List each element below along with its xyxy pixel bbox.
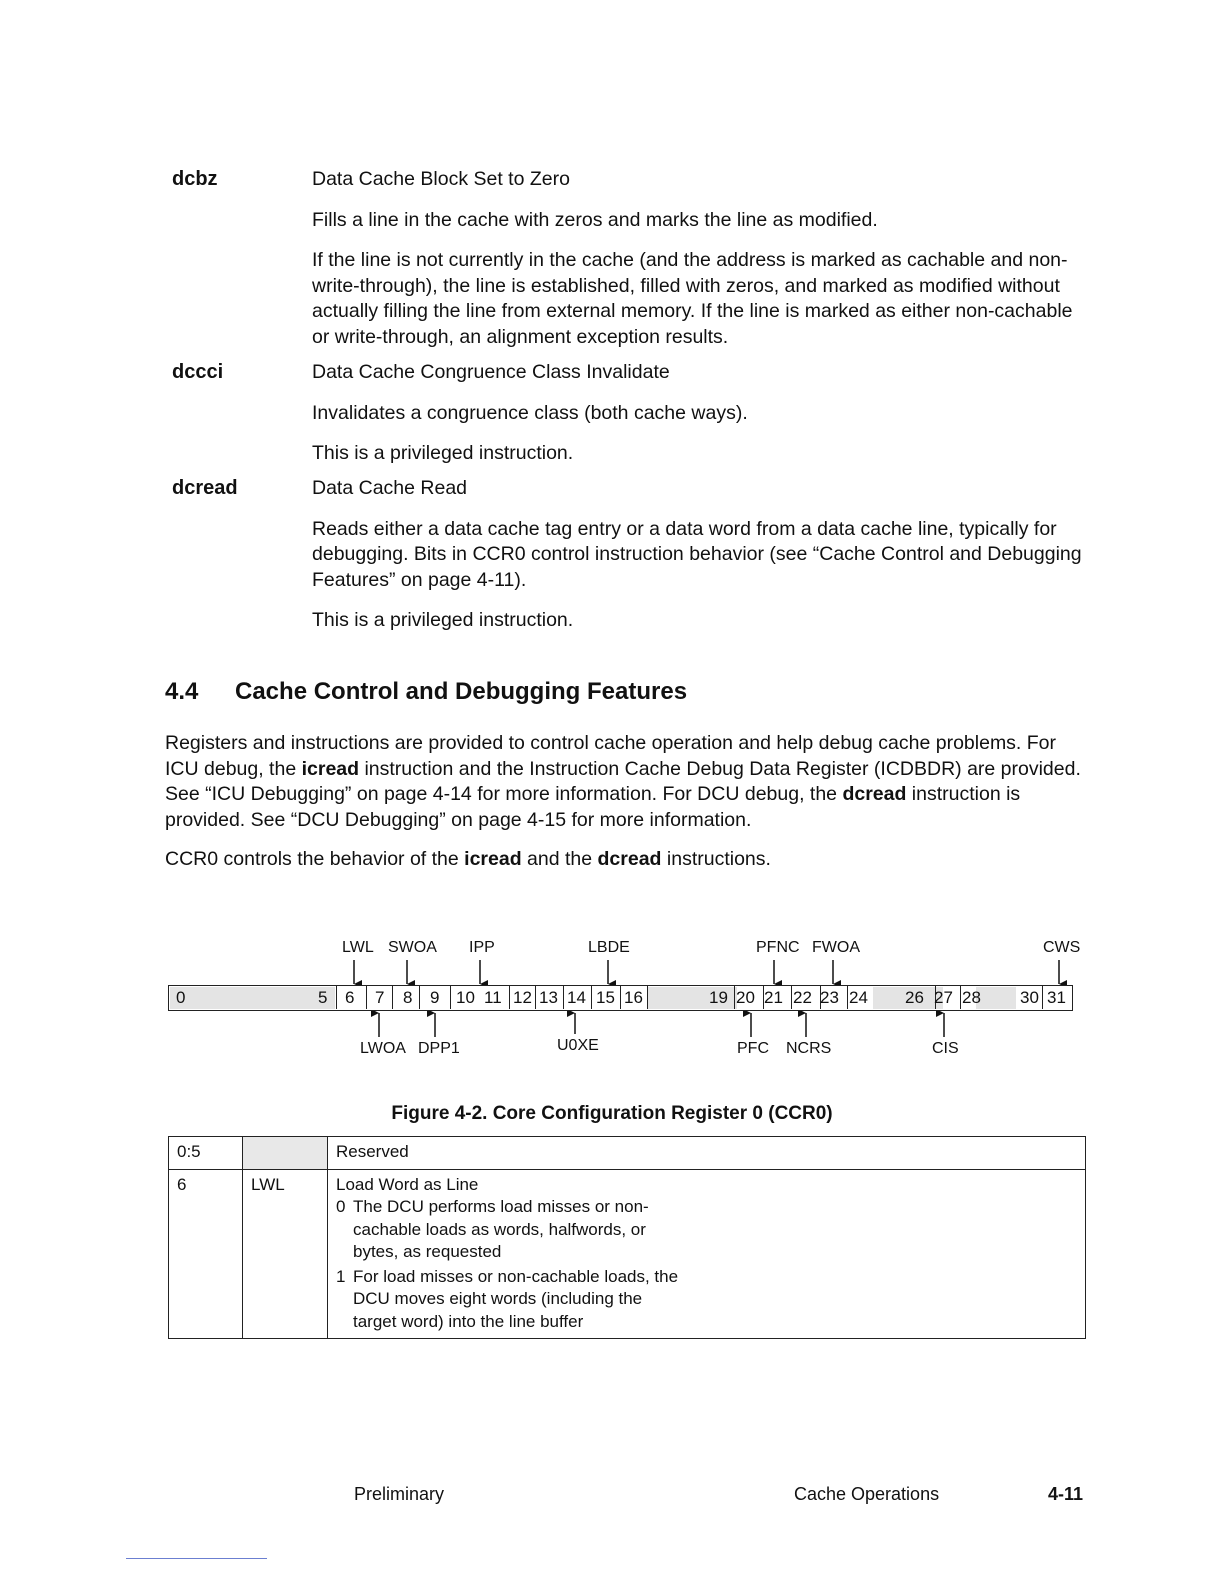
reserved-shade xyxy=(976,987,1016,1009)
definition-text: This is a privileged instruction. xyxy=(312,442,574,464)
bit-divider xyxy=(734,986,735,1009)
table-row xyxy=(169,1169,1086,1339)
text-run: instructions. xyxy=(661,848,771,870)
bit-divider xyxy=(591,986,592,1009)
term-dccci: dccci xyxy=(172,361,224,383)
bit-number: 8 xyxy=(403,988,413,1007)
field-label-cws: CWS xyxy=(1043,939,1081,956)
definition-text: Fills a line in the cache with zeros and marks the line as modified. xyxy=(312,208,878,231)
field-label-ncrs: NCRS xyxy=(786,1040,832,1057)
bit-divider xyxy=(847,986,848,1009)
bit-number: 0 xyxy=(176,988,186,1007)
option-text: For load misses or non-cachable loads, the DCU moves eight words (including the target word) into the line buffer xyxy=(353,1266,679,1331)
bit-number: 30 xyxy=(1020,988,1039,1007)
bit-number: 24 xyxy=(849,988,868,1007)
section-title: Cache Control and Debugging Features xyxy=(235,678,688,705)
definition-title: Data Cache Block Set to Zero xyxy=(312,168,570,190)
bit-number: 15 xyxy=(596,988,615,1007)
definition-text: Reads either a data cache tag entry or a data word from a data cache line, typically for debugging. Bits in CCR0 control instruction behavior (see “Cache Control and Debugging Features” on page 4-11). xyxy=(312,517,1082,591)
bit-divider xyxy=(419,986,420,1009)
bit-number: 7 xyxy=(375,988,385,1007)
term-dcbz: dcbz xyxy=(172,168,218,190)
option-key: 0 xyxy=(336,1197,346,1216)
description-cell: Reserved xyxy=(328,1137,1086,1170)
bit-number: 14 xyxy=(567,988,586,1007)
field-label-lbde: LBDE xyxy=(588,939,630,956)
definition-text: Invalidates a congruence class (both cache ways). xyxy=(312,401,748,424)
bit-number: 28 xyxy=(962,988,981,1007)
field-label-pfc: PFC xyxy=(737,1040,769,1057)
term-dcread: dcread xyxy=(172,477,238,499)
bit-divider xyxy=(450,986,451,1009)
field-label-swoa: SWOA xyxy=(388,939,437,956)
text-run: instruction is provided. See “DCU Debugging” on page 4-15 for more information. xyxy=(165,783,1021,831)
definition-title: Data Cache Read xyxy=(312,477,468,499)
bit-divider xyxy=(509,986,510,1009)
bit-divider xyxy=(647,986,648,1009)
definition-text: This is a privileged instruction. xyxy=(312,609,574,631)
bit-number: 27 xyxy=(934,988,953,1007)
footer-status: Preliminary xyxy=(354,1484,445,1504)
option-item xyxy=(336,1266,686,1334)
bit-divider xyxy=(366,986,367,1009)
field-label-fwoa: FWOA xyxy=(812,939,860,956)
field-title: Load Word as Line xyxy=(336,1174,479,1194)
bit-number: 19 xyxy=(709,988,728,1007)
field-label-ipp: IPP xyxy=(469,939,495,956)
section-number: 4.4 xyxy=(165,678,199,705)
bit-number: 21 xyxy=(764,988,783,1007)
bit-number: 6 xyxy=(345,988,355,1007)
option-key: 1 xyxy=(336,1266,346,1286)
bit-number: 22 xyxy=(793,988,812,1007)
bit-divider xyxy=(620,986,621,1009)
bit-divider xyxy=(791,986,792,1009)
field-table xyxy=(168,1136,1086,1339)
option-text: The DCU performs load misses or non-cachable loads as words, halfwords, or bytes, as requested xyxy=(353,1197,649,1261)
bit-number: 16 xyxy=(624,988,643,1007)
instruction-name: icread xyxy=(464,848,522,870)
page-number: 4-11 xyxy=(1048,1484,1084,1504)
field-label-cis: CIS xyxy=(932,1040,959,1057)
bit-number: 12 xyxy=(513,988,532,1007)
footer-rule xyxy=(126,1558,267,1559)
definition-title: Data Cache Congruence Class Invalidate xyxy=(312,361,670,383)
table-row xyxy=(169,1137,1086,1170)
bit-divider xyxy=(535,986,536,1009)
bit-number: 31 xyxy=(1047,988,1066,1007)
bit-number: 26 xyxy=(905,988,924,1007)
field-label-u0xe: U0XE xyxy=(557,1037,599,1054)
bits-cell: 0:5 xyxy=(169,1137,243,1170)
text-run: Registers and instructions are provided to control cache operation and help debug cache problems. For ICU debug, the xyxy=(165,732,1057,780)
figure-caption: Figure 4-2. Core Configuration Register 0 (CCR0) xyxy=(391,1103,833,1124)
text-run: instruction and the Instruction Cache Debug Data Register (ICDBDR) are provided. See “ICU Debugging” on page 4-14 for more information. For DCU debug, the xyxy=(165,757,1081,805)
bit-divider xyxy=(392,986,393,1009)
instruction-name: icread xyxy=(301,757,360,780)
field-name-cell xyxy=(243,1137,328,1170)
bit-divider xyxy=(336,986,337,1009)
description-cell xyxy=(328,1169,1086,1339)
bit-number: 5 xyxy=(318,988,328,1007)
definition-text: If the line is not currently in the cache (and the address is marked as cachable and non-write-through), the line is established, filled with zeros, and marked as modified without actually filling the line from external memory. If the line is marked as either non-cachable or write-through, an alignment exception results. xyxy=(312,249,1073,348)
field-name-cell: LWL xyxy=(243,1169,328,1339)
bits-cell: 6 xyxy=(169,1169,243,1339)
field-label-lwoa: LWOA xyxy=(360,1040,406,1057)
text-run: and the xyxy=(521,848,598,870)
bit-number: 11 xyxy=(484,988,502,1007)
footer-chapter: Cache Operations xyxy=(794,1484,940,1504)
field-label-dpp1: DPP1 xyxy=(418,1040,460,1057)
bit-number: 10 xyxy=(456,988,475,1007)
bit-divider xyxy=(960,986,961,1009)
option-item xyxy=(336,1196,686,1264)
bit-number: 9 xyxy=(430,988,440,1007)
bit-number: 13 xyxy=(539,988,558,1007)
reserved-shade xyxy=(170,987,335,1009)
instruction-name: dcread xyxy=(597,848,662,870)
instruction-name: dcread xyxy=(842,783,907,805)
field-label-lwl: LWL xyxy=(342,939,374,956)
bit-number: 20 xyxy=(736,988,755,1007)
field-label-pfnc: PFNC xyxy=(756,939,800,956)
bit-number: 23 xyxy=(820,988,839,1007)
text-run: CCR0 controls the behavior of the xyxy=(165,848,465,870)
bit-divider xyxy=(1042,986,1043,1009)
bit-divider xyxy=(563,986,564,1009)
